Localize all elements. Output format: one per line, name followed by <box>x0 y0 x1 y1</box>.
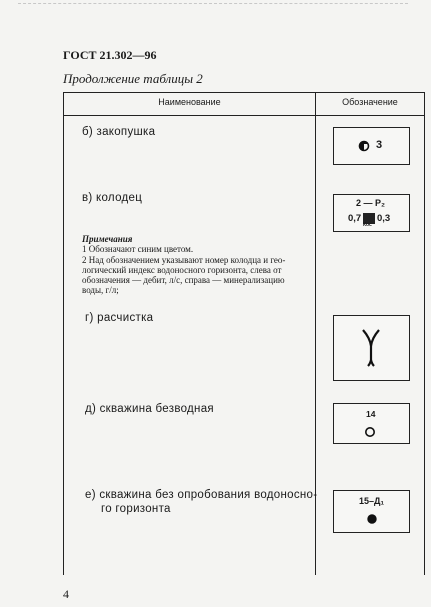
half-filled-circle-icon <box>334 128 409 164</box>
page-number: 4 <box>63 587 69 601</box>
note-line: 1 Обозначают синим цветом. <box>82 244 194 255</box>
column-divider <box>315 93 316 575</box>
row-name-bez-oprobovaniya-line1: е) скважина без опробования водоносно- <box>85 489 318 501</box>
symbol-box-kolodets <box>333 194 410 232</box>
note-line: обозначения — дебит, л/с, справа — минерализацию <box>82 275 285 286</box>
symbol-box-zakopushka <box>333 127 410 165</box>
column-header-name: Наименование <box>158 97 221 107</box>
note-line: воды, г/л; <box>82 285 119 296</box>
symbol-box-raschistka <box>333 315 410 381</box>
table-continuation-caption: Продолжение таблицы 2 <box>63 71 203 86</box>
row-name-zakopushka: б) закопушка <box>82 126 156 138</box>
symbol-box-bezvodnaya <box>333 403 410 444</box>
symbol-label-yield: 0,7 <box>348 213 362 224</box>
notes-block <box>82 234 310 296</box>
table-header <box>64 93 424 116</box>
row-name-raschistka: г) расчистка <box>85 312 154 324</box>
symbol-label-well-index: 2 — P₂ <box>356 198 386 208</box>
cleaning-symbol-icon <box>334 316 409 380</box>
symbol-label-center: Кос <box>363 222 372 228</box>
row-name-bezvodnaya: д) скважина безводная <box>85 403 214 415</box>
symbol-label-bez-oprobovaniya: 15–Д₁ <box>359 496 385 506</box>
standard-code: ГОСТ 21.302—96 <box>63 48 157 62</box>
note-line: 2 Над обозначением указывают номер колодца и гео- <box>82 254 286 265</box>
column-header-symbol: Обозначение <box>342 97 398 107</box>
symbol-label-mineralization: 0,3 <box>377 213 391 224</box>
symbol-box-bez-oprobovaniya <box>333 490 410 533</box>
row-name-bez-oprobovaniya-line2: го горизонта <box>101 503 171 515</box>
notes-title: Примечания <box>82 234 133 244</box>
empty-circle-icon <box>334 404 409 443</box>
row-name-kolodets: в) колодец <box>82 192 143 204</box>
filled-circle-icon <box>334 491 409 532</box>
scan-edge-line <box>18 3 408 5</box>
symbol-label-zakopushka: 3 <box>376 139 383 151</box>
symbol-label-bezvodnaya: 14 <box>366 409 376 419</box>
note-line: логический индекс водоносного горизонта, слева от <box>82 264 282 275</box>
